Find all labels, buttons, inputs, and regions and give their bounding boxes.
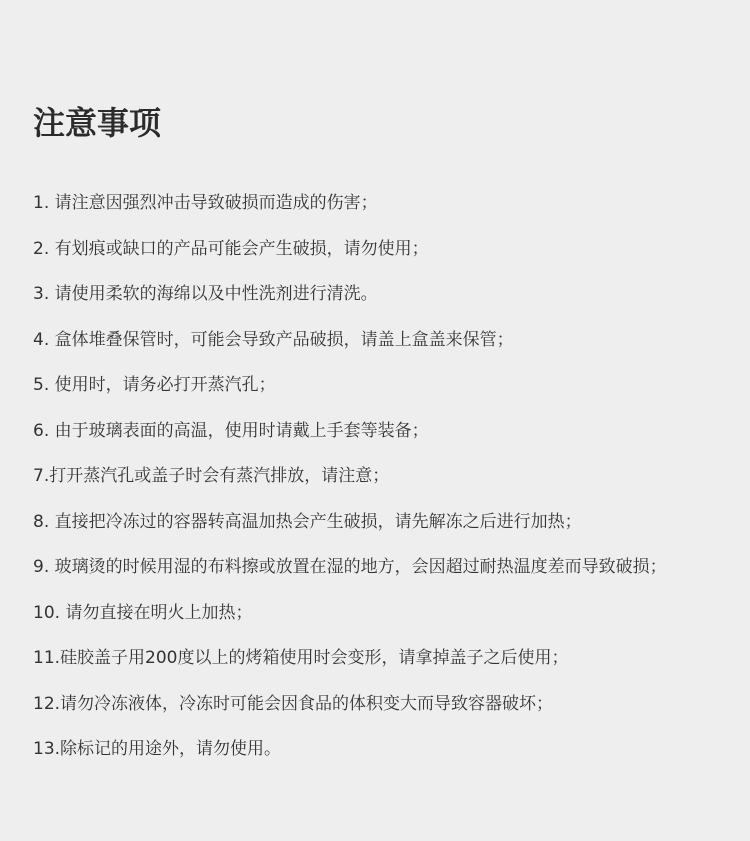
precaution-item: 11.硅胶盖子用200度以上的烤箱使用时会变形，请拿掉盖子之后使用； <box>33 648 569 668</box>
precaution-item: 13.除标记的用途外，请勿使用。 <box>33 739 282 759</box>
precaution-item: 5. 使用时，请务必打开蒸汽孔； <box>33 375 276 395</box>
precaution-item: 1. 请注意因强烈冲击导致破损而造成的伤害； <box>33 193 378 213</box>
precaution-item: 12.请勿冷冻液体，冷冻时可能会因食品的体积变大而导致容器破坏； <box>33 693 554 714</box>
page-title: 注意事项 <box>33 104 162 142</box>
precaution-item: 4. 盒体堆叠保管时，可能会导致产品破损，请盖上盒盖来保管； <box>33 329 514 350</box>
precaution-item: 7.打开蒸汽孔或盖子时会有蒸汽排放，请注意； <box>33 466 390 486</box>
precaution-item: 2. 有划痕或缺口的产品可能会产生破损，请勿使用； <box>33 238 429 259</box>
precaution-item: 10. 请勿直接在明火上加热； <box>33 602 253 623</box>
precaution-item: 9. 玻璃烫的时候用湿的布料擦或放置在湿的地方，会因超过耐热温度差而导致破损； <box>33 557 667 577</box>
precautions-list <box>33 187 667 779</box>
precaution-item: 8. 直接把冷冻过的容器转高温加热会产生破损，请先解冻之后进行加热； <box>33 511 582 532</box>
precaution-item: 6. 由于玻璃表面的高温，使用时请戴上手套等装备； <box>33 420 429 441</box>
precaution-item: 3. 请使用柔软的海绵以及中性洗剂进行清洗。 <box>33 284 378 304</box>
